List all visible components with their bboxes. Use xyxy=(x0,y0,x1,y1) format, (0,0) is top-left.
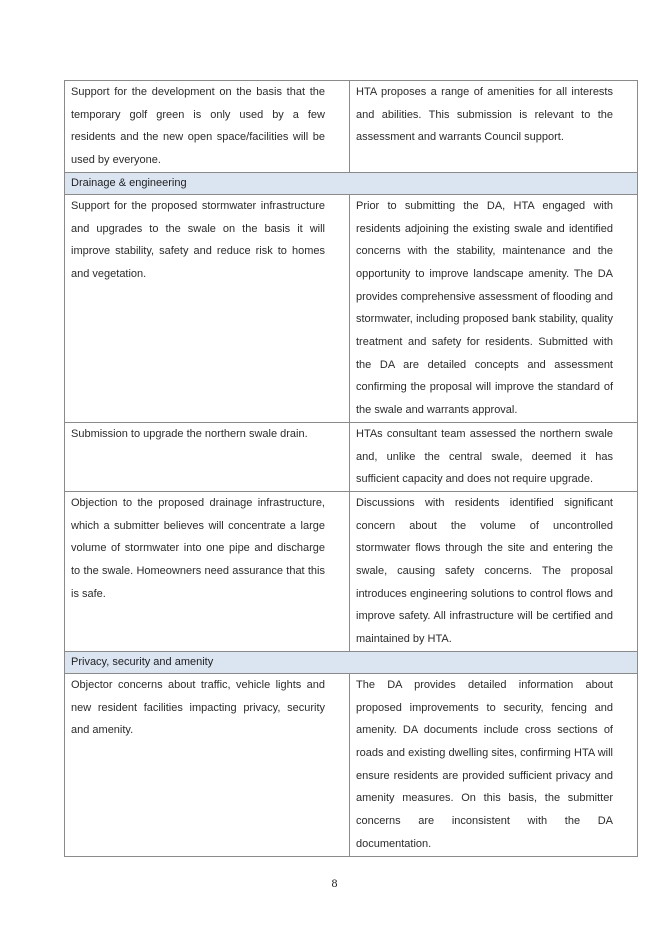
table-row xyxy=(65,491,638,651)
response-cell: HTA proposes a range of amenities for all interests and abilities. This submission is relevant to the assessment and warrants Council support. xyxy=(350,81,638,173)
submission-cell: Support for the development on the basis that the temporary golf green is only used by a few residents and the new open space/facilities will be used by everyone. xyxy=(65,81,350,173)
table-row xyxy=(65,422,638,491)
submission-cell: Objector concerns about traffic, vehicle lights and new resident facilities impacting privacy, security and amenity. xyxy=(65,673,350,856)
section-title: Drainage & engineering xyxy=(65,172,638,194)
submission-cell: Objection to the proposed drainage infrastructure, which a submitter believes will concentrate a large volume of stormwater into one pipe and discharge to the swale. Homeowners need assurance that this is safe. xyxy=(65,491,350,651)
response-cell: Discussions with residents identified significant concern about the volume of uncontrolled stormwater flows through the site and entering the swale, causing safety concerns. The proposal introduces engineering solutions to control flows and improve safety. All infrastructure will be certified and maintained by HTA. xyxy=(350,491,638,651)
submissions-table xyxy=(64,80,638,857)
section-title: Privacy, security and amenity xyxy=(65,651,638,673)
table-row xyxy=(65,194,638,422)
response-cell: The DA provides detailed information about proposed improvements to security, fencing and amenity. DA documents include cross sections of roads and existing dwelling sites, confirming HTA will ensure residents are provided sufficient privacy and amenity measures. On this basis, the submitter concerns are inconsistent with the DA documentation. xyxy=(350,673,638,856)
section-header-row xyxy=(65,172,638,194)
response-cell: Prior to submitting the DA, HTA engaged with residents adjoining the existing swale and identified concerns with the stability, maintenance and the opportunity to improve landscape amenity. The DA provides comprehensive assessment of flooding and stormwater, including proposed bank stability, quality treatment and safety for residents. Submitted with the DA are detailed concepts and assessment confirming the proposal will improve the standard of the swale and warrants approval. xyxy=(350,194,638,422)
page-number: 8 xyxy=(331,876,338,890)
section-header-row xyxy=(65,651,638,673)
response-cell: HTAs consultant team assessed the northern swale and, unlike the central swale, deemed it has sufficient capacity and does not require upgrade. xyxy=(350,422,638,491)
submission-cell: Support for the proposed stormwater infrastructure and upgrades to the swale on the basis it will improve stability, safety and reduce risk to homes and vegetation. xyxy=(65,194,350,422)
table-row xyxy=(65,673,638,856)
submission-cell: Submission to upgrade the northern swale drain. xyxy=(65,422,350,491)
table-row xyxy=(65,81,638,173)
